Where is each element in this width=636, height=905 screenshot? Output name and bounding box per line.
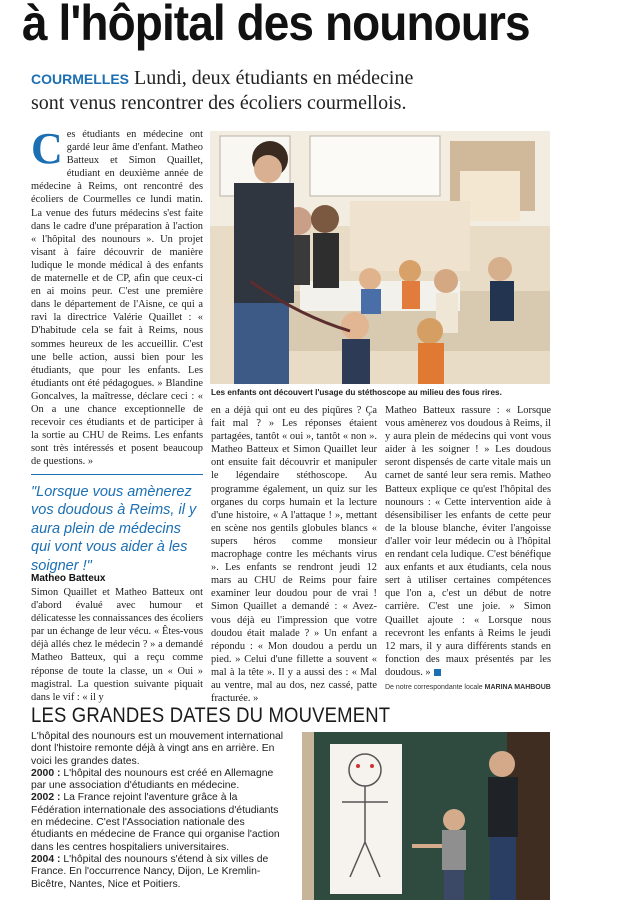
photo2-illustration [302,732,550,900]
date-item: 2002 : La France rejoint l'aventure grâce à la Fédération internationale des associations d'étudiants en médecine. C'est l'Association nationale des étudiants en médecine de France qui organise l'action dans les centres hospitaliers universitaires. [31,792,280,853]
box-intro: L'hôpital des nounours est un mouvement international dont l'histoire remonte déjà à vingt ans en arrière. En voici les grandes dates. [31,731,284,767]
box-title: LES GRANDES DATES DU MOUVEMENT [31,704,391,727]
location-tag: COURMELLES [31,71,129,87]
col1-text: es étudiants en médecine ont gardé leur âme d'enfant. Matheo Batteux et Simon Quaillet, étudiant en deuxième année de médecine à Reims, ont rencontré des écoliers de Courmelles ce lundi matin. La venue des futurs médecins s'est faite dans le cadre d'une préparation à l'action « l'hôpital des nounours ». Un projet visant à faire découvrir de manière ludique le monde médical à des enfants de maternelle et de CP, afin que ceux-ci en ai moins peur. C'est une première dans le département de l'Aisne, ce qui a ravi la directrice Valérie Quaillet : « D'habitude cela se fait à Reims, nous sommes heureux de les accueillir. C'est une belle action, aussi bien pour les étudiants, que pour les enfants. Les étudiants ont été pédagogues. » Blandine Goncalves, la maîtresse, déclare ceci : « On a une chance exceptionnelle de recevoir ces étudiants et de participer à la sortie au CHU de Reims. Les enfants sont très intéressés et posent beaucoup de questions. » [31,129,203,468]
headline: à l'hôpital des nounours [22,0,530,51]
byline-name: MARINA MAHBOUB [484,684,551,691]
date-item: 2000 : L'hôpital des nounours est créé en Allemagne par une association d'étudiants en médecine. [31,767,274,792]
pull-quote: "Lorsque vous amènerez vos doudous à Reims, il y aura plein de médecins qui vont vous aider à les soigner !" [31,484,197,574]
col1b-text: Simon Quaillet et Matheo Batteux ont d'abord évalué avec humour et délicatesse les connaissances des écoliers par un échange de leur vécu. « Êtes-vous déjà allés chez le médecin ? » a demandé Matheo Batteux, qui a reçu comme réponse de toute la classe, un « Oui » magistral. La question suivante piquait dans le vif : « il y [31,587,203,703]
date-item: 2004 : L'hôpital des nounours s'étend à six villes de France. En l'occurrence Nancy, Dijon, Le Kremlin-Bicêtre, Nantes, Nice et Poitiers. [31,853,269,890]
article-column-3 [385,404,551,682]
quote-divider [31,474,203,475]
col3-text: Matheo Batteux rassure : « Lorsque vous amènerez vos doudous à Reims, il y aura plein de médecins qui vont vous aider à les soigner ! » Les doudous seront dispensés de carte vitale mais un carnet de santé leur sera remis. Matheo Batteux explique ce qu'est l'hôpital des nounours : « Cette intervention aide à désensibiliser les enfants de cette peur de la blouse blanche, éviter l'angoisse d'aller voir leur médecin ou à l'hôpital en rendant cela ludique. C'est bénéfique aux enfants et aux étudiants, cela nous sert à utiliser certaines compétences que l'on a, c'est un début de notre carrière. C'est une joie. » Simon Quaillet ajoute : « Lorsque nous recevront les enfants à Reims le jeudi 12 mars, il y aura différents stands en fonction des maux présentés par les doudous. » [385,405,551,678]
end-marker [434,669,441,676]
quote-author: Matheo Batteux [31,573,106,584]
byline [385,684,555,691]
lede [31,66,591,115]
photo-illustration [210,131,550,384]
article-column-1b [31,586,203,703]
photo-caption: Les enfants ont découvert l'usage du stéthoscope au milieu des fous rires. [211,388,502,397]
lede-line-2: sont venus rencontrer des écoliers courmellois. [31,92,407,114]
photo-classroom-stethoscope [210,131,550,384]
box-text [31,731,289,891]
article-column-1 [31,124,203,468]
article-column-2 [211,404,377,705]
col2-text: en a déjà qui ont eu des piqûres ? Ça fait mal ? » Les réponses étaient partagées, tantôt « oui », tantôt « non ». Matheo Batteux et Simon Quaillet leur ont ensuite fait découvrir et manipuler le légendaire stéthoscope. Au programme également, un quiz sur les organes du corps humain et la lecture d'une histoire, « A l'attaque ! », mettant en scène nos gentils globules blancs « supers héros comme monsieur macrophage contre les méchants virus ». Les enfants se rendront jeudi 12 mars au CHU de Reims pour faire examiner leur doudou pour de vrai ! Simon Quaillet a demandé : « Avez-vous déjà eu l'impression que votre doudou était malade ? » Un enfant a répondu : « Mon doudou a perdu un pied. » Celui d'une fillette a souvent « mal à la tête ». Il y a aussi des : « Mal au ventre, mal au dos, nez cassé, patte fracturée. » [211,405,377,705]
lede-line-1: Lundi, deux étudiants en médecine [129,67,414,89]
photo-drawing-board [302,732,550,900]
drop-cap: C [31,124,63,173]
byline-label: De notre correspondante locale [385,684,483,691]
